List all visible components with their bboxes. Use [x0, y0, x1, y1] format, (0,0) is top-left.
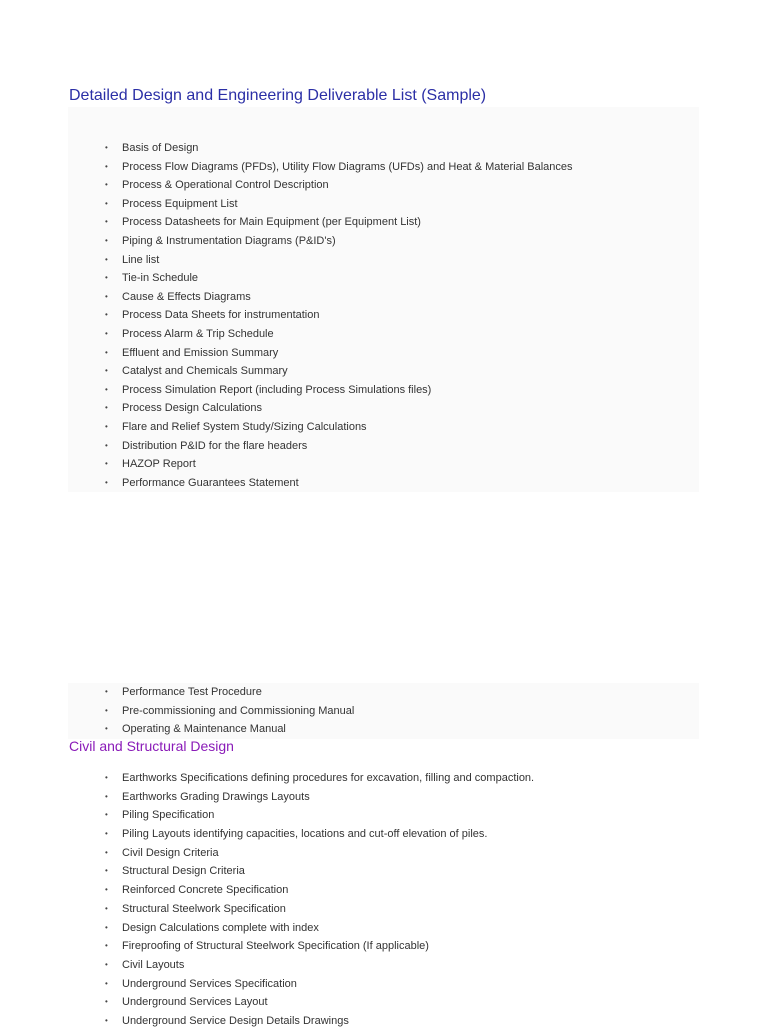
bullet-icon: •: [105, 440, 108, 450]
list-item-text: Design Calculations complete with index: [122, 921, 319, 934]
bullet-icon: •: [105, 459, 108, 469]
list-item: [68, 139, 573, 158]
list-item-text: Tie-in Schedule: [122, 272, 199, 285]
list-item: [68, 418, 573, 437]
list-item: [68, 720, 354, 739]
list-item: [68, 232, 573, 251]
list-item: [68, 956, 534, 975]
list-item: [68, 362, 573, 381]
list-item-text: Process Datasheets for Main Equipment (per Equipment List): [122, 216, 421, 229]
list-item-text: Cause & Effects Diagrams: [122, 290, 251, 303]
list-item: [68, 344, 573, 363]
bullet-icon: •: [105, 366, 108, 376]
bullet-icon: •: [105, 866, 108, 876]
list-item: [68, 683, 354, 702]
bullet-icon: •: [105, 810, 108, 820]
list-item-text: Civil Layouts: [122, 958, 185, 971]
bullet-icon: •: [105, 903, 108, 913]
bullet-icon: •: [105, 829, 108, 839]
list-item: [68, 900, 534, 919]
section-heading-civil-structural-design: Civil and Structural Design: [69, 738, 234, 754]
list-item: [68, 975, 534, 994]
list-item-text: Distribution P&ID for the flare headers: [122, 439, 308, 452]
list-item: [68, 937, 534, 956]
list-item-text: Reinforced Concrete Specification: [122, 884, 289, 897]
list-item-text: Piping & Instrumentation Diagrams (P&ID's): [122, 234, 336, 247]
list-item-text: Catalyst and Chemicals Summary: [122, 365, 288, 378]
bullet-icon: •: [105, 847, 108, 857]
process-design-panel: [68, 107, 699, 492]
list-item-text: Piling Specification: [122, 809, 215, 822]
process-design-continued-panel: [68, 683, 699, 739]
process-design-list: [68, 139, 573, 492]
bullet-icon: •: [105, 291, 108, 301]
bullet-icon: •: [105, 885, 108, 895]
list-item-text: Effluent and Emission Summary: [122, 346, 279, 359]
list-item-text: Pre-commissioning and Commissioning Manual: [122, 704, 355, 717]
list-item-text: Line list: [122, 253, 160, 266]
list-item-text: Process Equipment List: [122, 197, 238, 210]
bullet-icon: •: [105, 273, 108, 283]
bullet-icon: •: [105, 217, 108, 227]
list-item: [68, 844, 534, 863]
list-item: [68, 195, 573, 214]
bullet-icon: •: [105, 180, 108, 190]
list-item-text: Operating & Maintenance Manual: [122, 723, 286, 736]
list-item: [68, 474, 573, 493]
list-item: [68, 213, 573, 232]
list-item-text: Civil Design Criteria: [122, 846, 219, 859]
list-item-text: Process Design Calculations: [122, 402, 263, 415]
list-item: [68, 862, 534, 881]
list-item-text: Process Simulation Report (including Process Simulations files): [122, 383, 432, 396]
bullet-icon: •: [105, 941, 108, 951]
list-item-text: HAZOP Report: [122, 458, 196, 471]
list-item-text: Performance Guarantees Statement: [122, 476, 299, 489]
list-item-text: Earthworks Grading Drawings Layouts: [122, 790, 310, 803]
list-item: [68, 381, 573, 400]
list-item-text: Underground Services Layout: [122, 996, 268, 1009]
list-item-text: Piling Layouts identifying capacities, locations and cut-off elevation of piles.: [122, 828, 488, 841]
bullet-icon: •: [105, 421, 108, 431]
civil-structural-list: [68, 769, 534, 1031]
bullet-icon: •: [105, 310, 108, 320]
list-item: [68, 399, 573, 418]
list-item-text: Underground Service Design Details Drawings: [122, 1014, 349, 1027]
bullet-icon: •: [105, 198, 108, 208]
bullet-icon: •: [105, 384, 108, 394]
list-item: [68, 176, 573, 195]
bullet-icon: •: [105, 254, 108, 264]
civil-structural-panel: [68, 768, 699, 1028]
bullet-icon: •: [105, 403, 108, 413]
bullet-icon: •: [105, 1015, 108, 1025]
list-item: [68, 288, 573, 307]
list-item: [68, 1012, 534, 1031]
process-design-continued-list: [68, 683, 354, 739]
bullet-icon: •: [105, 997, 108, 1007]
list-item: [68, 806, 534, 825]
list-item-text: Earthworks Specifications defining procedures for excavation, filling and compaction.: [122, 772, 535, 784]
bullet-icon: •: [105, 978, 108, 988]
list-item-text: Flare and Relief System Study/Sizing Calculations: [122, 420, 367, 433]
list-item: [68, 251, 573, 270]
bullet-icon: •: [105, 347, 108, 357]
bullet-icon: •: [105, 477, 108, 487]
list-item: [68, 769, 534, 788]
list-item-text: Underground Services Specification: [122, 977, 297, 990]
list-item-text: Process Alarm & Trip Schedule: [122, 327, 274, 340]
list-item: [68, 325, 573, 344]
bullet-icon: •: [105, 959, 108, 969]
list-item: [68, 788, 534, 807]
bullet-icon: •: [105, 791, 108, 801]
list-item-text: Structural Steelwork Specification: [122, 902, 286, 915]
list-item-text: Process Flow Diagrams (PFDs), Utility Flow Diagrams (UFDs) and Heat & Material Balances: [122, 160, 573, 173]
bullet-icon: •: [105, 161, 108, 171]
bullet-icon: •: [105, 143, 108, 152]
bullet-icon: •: [105, 724, 108, 734]
list-item-text: Basis of Design: [122, 142, 199, 154]
list-item-text: Fireproofing of Structural Steelwork Specification (If applicable): [122, 940, 429, 953]
list-item: [68, 455, 573, 474]
list-item: [68, 269, 573, 288]
list-item: [68, 825, 534, 844]
list-item: [68, 306, 573, 325]
document-title: Detailed Design and Engineering Deliverable List (Sample): [69, 87, 487, 104]
bullet-icon: •: [105, 773, 108, 782]
list-item-text: Structural Design Criteria: [122, 865, 245, 878]
list-item: [68, 158, 573, 177]
bullet-icon: •: [105, 922, 108, 932]
bullet-icon: •: [105, 705, 108, 715]
list-item: [68, 993, 534, 1012]
list-item: [68, 702, 354, 721]
list-item: [68, 881, 534, 900]
bullet-icon: •: [105, 235, 108, 245]
bullet-icon: •: [105, 328, 108, 338]
list-item-text: Process Data Sheets for instrumentation: [122, 309, 320, 322]
bullet-icon: •: [105, 687, 108, 696]
list-item-text: Process & Operational Control Description: [122, 179, 329, 192]
list-item: [68, 437, 573, 456]
list-item-text: Performance Test Procedure: [122, 686, 262, 698]
list-item: [68, 919, 534, 938]
